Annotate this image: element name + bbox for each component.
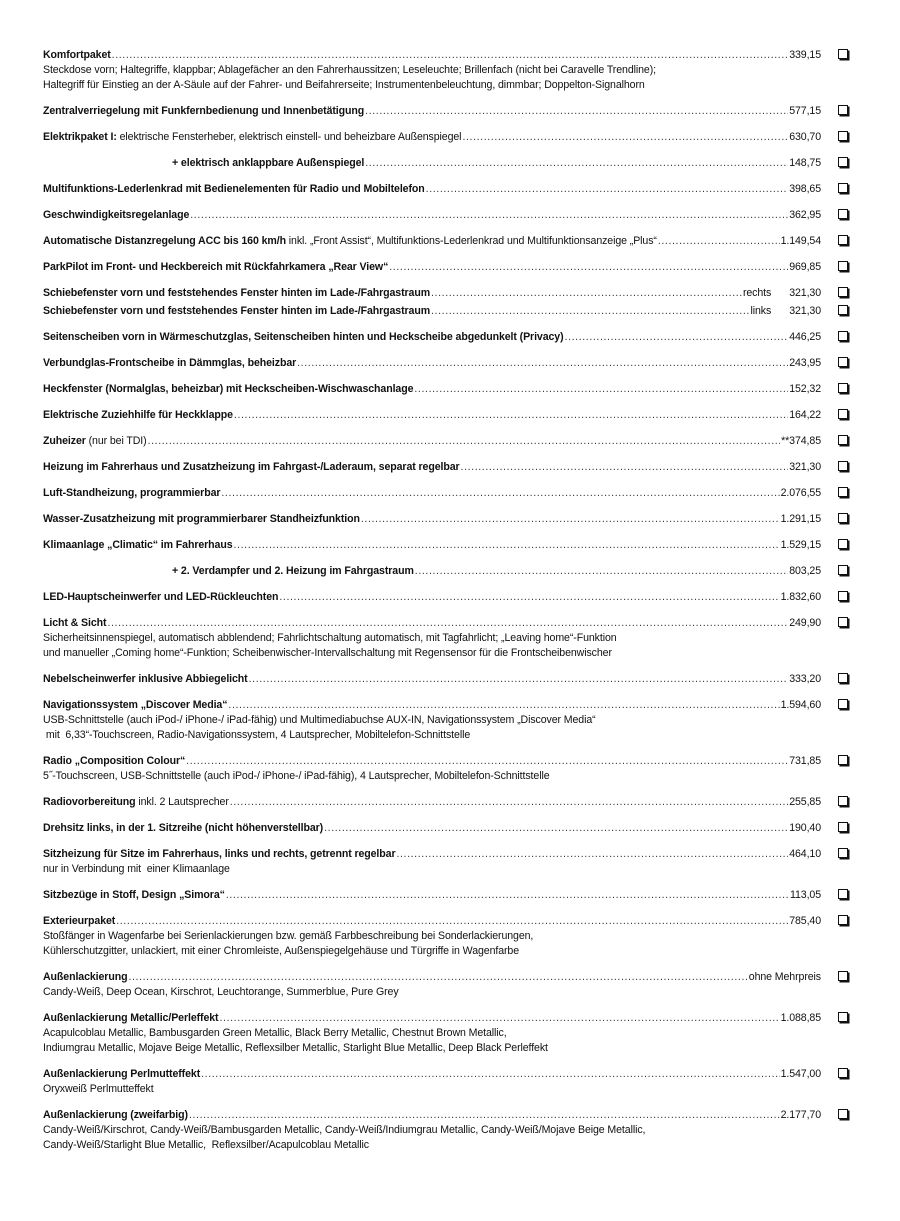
option-description-line: Candy-Weiß, Deep Ocean, Kirschrot, Leuchtorange, Summerblue, Pure Grey: [43, 986, 399, 998]
option-row: [43, 286, 858, 301]
option-row: [43, 672, 858, 687]
option-title: Sitzbezüge in Stoff, Design „Simora“: [43, 889, 225, 901]
option-title: Komfortpaket: [43, 49, 111, 61]
dot-leader: [219, 1011, 779, 1026]
option-row: [43, 304, 858, 319]
option-price: 339,15: [789, 49, 821, 61]
option-title: Multifunktions-Lederlenkrad mit Bedienelementen für Radio und Mobiltelefon: [43, 183, 425, 195]
option-entry: [43, 260, 858, 275]
option-title: Seitenscheiben vorn in Wärmeschutzglas, Seitenscheiben hinten und Heckscheibe abgedunkelt (Privacy): [43, 331, 564, 343]
option-entry: [43, 208, 858, 223]
order-checkbox-icon[interactable]: [838, 1109, 848, 1119]
order-checkbox-icon[interactable]: [838, 487, 848, 497]
option-row: [43, 512, 858, 527]
option-entry: [43, 156, 858, 171]
option-title: ParkPilot im Front- und Heckbereich mit Rückfahrkamera „Rear View“: [43, 261, 389, 273]
option-entry: [43, 888, 858, 903]
option-title: Radiovorbereitung: [43, 796, 136, 808]
dot-leader: [112, 48, 789, 63]
dot-leader: [431, 286, 742, 301]
option-row: [43, 48, 858, 63]
dot-leader: [234, 538, 780, 553]
option-title: Heizung im Fahrerhaus und Zusatzheizung im Fahrgast-/Laderaum, separat regelbar: [43, 461, 460, 473]
option-price: 1.291,15: [780, 513, 821, 525]
option-price: 249,90: [789, 617, 821, 629]
option-entry: [43, 754, 858, 784]
option-price: 152,32: [789, 383, 821, 395]
order-checkbox-icon[interactable]: [838, 699, 848, 709]
option-price: 243,95: [789, 357, 821, 369]
option-price: 731,85: [789, 755, 821, 767]
dot-leader: [128, 970, 747, 985]
option-entry: [43, 408, 858, 423]
order-checkbox-icon[interactable]: [838, 287, 848, 297]
option-row: [43, 1108, 858, 1123]
order-checkbox-icon[interactable]: [838, 915, 848, 925]
dot-leader: [462, 130, 788, 145]
option-entry: [43, 672, 858, 687]
dot-leader: [431, 304, 749, 319]
option-note: inkl. „Front Assist“, Multifunktions-Lederlenkrad und Multifunktionsanzeige „Plus“: [285, 235, 657, 247]
dot-leader: [230, 795, 788, 810]
dot-leader: [107, 616, 788, 631]
option-title: Elektrische Zuziehhilfe für Heckklappe: [43, 409, 233, 421]
option-title: Geschwindigkeitsregelanlage: [43, 209, 190, 221]
option-price: 446,25: [789, 331, 821, 343]
order-checkbox-icon[interactable]: [838, 971, 848, 981]
order-checkbox-icon[interactable]: [838, 513, 848, 523]
dot-leader: [249, 672, 789, 687]
option-entry: [43, 1067, 858, 1097]
order-checkbox-icon[interactable]: [838, 565, 848, 575]
option-description-line: 5˝-Touchscreen, USB-Schnittstelle (auch iPod-/ iPhone-/ iPad-fähig), 4 Lautsprecher, Mobiltelefon-Schnittstelle: [43, 770, 550, 782]
option-row: [43, 408, 858, 423]
option-entry: [43, 821, 858, 836]
order-checkbox-icon[interactable]: [838, 409, 848, 419]
order-checkbox-icon[interactable]: [838, 235, 848, 245]
option-row: [43, 104, 858, 119]
option-entry: [43, 970, 858, 1000]
option-title: Schiebefenster vorn und feststehendes Fenster hinten im Lade-/Fahrgastraum: [43, 287, 431, 299]
option-title: Außenlackierung (zweifarbig): [43, 1109, 188, 1121]
order-checkbox-icon[interactable]: [838, 822, 848, 832]
option-row: [43, 698, 858, 713]
option-price: 1.529,15: [780, 539, 821, 551]
option-title: Automatische Distanzregelung ACC bis 160 km/h: [43, 235, 286, 247]
order-checkbox-icon[interactable]: [838, 591, 848, 601]
option-row: [43, 434, 858, 449]
dot-leader: [221, 486, 779, 501]
option-row: [43, 460, 858, 475]
option-title: Außenlackierung: [43, 971, 128, 983]
order-checkbox-icon[interactable]: [838, 305, 848, 315]
option-title: Elektrikpaket I:: [43, 131, 117, 143]
option-row: [43, 795, 858, 810]
option-price: 1.149,54: [780, 235, 821, 247]
option-description-line: Steckdose vorn; Haltegriffe, klappbar; Ablagefächer an den Fahrerhaussitzen; Leseleuchte; Brillenfach (nicht bei Caravelle Trendline);: [43, 64, 656, 76]
option-title: LED-Hauptscheinwerfer und LED-Rückleuchten: [43, 591, 279, 603]
option-price: 321,30: [789, 287, 821, 299]
order-checkbox-icon[interactable]: [838, 755, 848, 765]
option-price: ohne Mehrpreis: [748, 971, 821, 983]
dot-leader: [324, 821, 788, 836]
option-entry: [43, 512, 858, 527]
option-entry: [43, 304, 858, 319]
dot-leader: [415, 564, 788, 579]
option-title: Licht & Sicht: [43, 617, 107, 629]
option-title: + 2. Verdampfer und 2. Heizung im Fahrgastraum: [172, 565, 414, 577]
dot-leader: [461, 460, 789, 475]
dot-leader: [361, 512, 780, 527]
option-price-list: [43, 48, 858, 1164]
option-title: Radio „Composition Colour“: [43, 755, 186, 767]
order-checkbox-icon[interactable]: [838, 105, 848, 115]
option-title: Luft-Standheizung, programmierbar: [43, 487, 221, 499]
option-description-line: Kühlerschutzgitter, unlackiert, mit einer Chromleiste, Außenspiegelgehäuse und Türgriffe in Wagenfarbe: [43, 945, 520, 957]
option-title: Zentralverriegelung mit Funkfernbedienung und Innenbetätigung: [43, 105, 365, 117]
option-description-line: mit 6,33“-Touchscreen, Radio-Navigationssystem, 4 Lautsprecher, Mobiltelefon-Schnittstelle: [43, 729, 471, 741]
dot-leader: [396, 847, 788, 862]
option-description-line: Candy-Weiß/Kirschrot, Candy-Weiß/Bambusgarden Metallic, Candy-Weiß/Indiumgrau Metallic, Candy-Weiß/Mojave Beige Metallic,: [43, 1124, 646, 1136]
option-row: [43, 356, 858, 371]
option-price: 1.832,60: [780, 591, 821, 603]
option-row: [43, 888, 858, 903]
option-entry: [43, 1108, 858, 1153]
option-entry: [43, 590, 858, 605]
order-checkbox-icon[interactable]: [838, 209, 848, 219]
option-row: [43, 616, 858, 631]
option-title: Schiebefenster vorn und feststehendes Fenster hinten im Lade-/Fahrgastraum: [43, 305, 431, 317]
option-price: 2.076,55: [780, 487, 821, 499]
dot-leader: [116, 914, 788, 929]
option-price: 1.088,85: [780, 1012, 821, 1024]
dot-leader: [414, 382, 788, 397]
option-note: (nur bei TDI): [85, 435, 147, 447]
option-title: Sitzheizung für Sitze im Fahrerhaus, links und rechts, getrennt regelbar: [43, 848, 396, 860]
order-checkbox-icon[interactable]: [838, 539, 848, 549]
option-entry: [43, 330, 858, 345]
option-title: Navigationssystem „Discover Media“: [43, 699, 228, 711]
option-price: 1.594,60: [780, 699, 821, 711]
option-row: [43, 564, 858, 579]
option-note: elektrische Fensterheber, elektrisch einstell- und beheizbare Außenspiegel: [116, 131, 462, 143]
order-checkbox-icon[interactable]: [838, 331, 848, 341]
option-price: 785,40: [789, 915, 821, 927]
option-price: 362,95: [789, 209, 821, 221]
option-row: [43, 486, 858, 501]
option-row: [43, 538, 858, 553]
option-description-line: nur in Verbindung mit einer Klimaanlage: [43, 863, 230, 875]
option-description-line: Oryxweiß Perlmutteffekt: [43, 1083, 154, 1095]
dot-leader: [389, 260, 788, 275]
order-checkbox-icon[interactable]: [838, 357, 848, 367]
order-checkbox-icon[interactable]: [838, 673, 848, 683]
order-checkbox-icon[interactable]: [838, 383, 848, 393]
dot-leader: [234, 408, 788, 423]
order-checkbox-icon[interactable]: [838, 183, 848, 193]
option-price: 190,40: [789, 822, 821, 834]
order-checkbox-icon[interactable]: [838, 848, 848, 858]
option-entry: [43, 538, 858, 553]
option-row: [43, 914, 858, 929]
option-price: 577,15: [789, 105, 821, 117]
option-row: [43, 260, 858, 275]
option-entry: [43, 914, 858, 959]
option-description-line: Sicherheitsinnenspiegel, automatisch abblendend; Fahrlichtschaltung automatisch, mit Tagfahrlicht; „Leaving home“-Funktion: [43, 632, 617, 644]
dot-leader: [201, 1067, 779, 1082]
dot-leader: [279, 590, 779, 605]
option-row: [43, 208, 858, 223]
option-entry: [43, 382, 858, 397]
option-description-line: Indiumgrau Metallic, Mojave Beige Metallic, Reflexsilber Metallic, Starlight Blue Metallic, Deep Black Perleffekt: [43, 1042, 548, 1054]
option-row: [43, 234, 858, 249]
option-row: [43, 970, 858, 985]
option-entry: [43, 698, 858, 743]
option-entry: [43, 460, 858, 475]
option-note: inkl. 2 Lautsprecher: [135, 796, 229, 808]
option-entry: [43, 486, 858, 501]
order-checkbox-icon[interactable]: [838, 131, 848, 141]
option-title: Heckfenster (Normalglas, beheizbar) mit Heckscheiben-Wischwaschanlage: [43, 383, 414, 395]
option-price: 321,30: [789, 461, 821, 473]
option-price: 1.547,00: [780, 1068, 821, 1080]
order-checkbox-icon[interactable]: [838, 261, 848, 271]
option-price: 2.177,70: [780, 1109, 821, 1121]
option-row: [43, 330, 858, 345]
option-entry: [43, 356, 858, 371]
order-checkbox-icon[interactable]: [838, 435, 848, 445]
option-description-line: Candy-Weiß/Starlight Blue Metallic, Reflexsilber/Acapulcoblau Metallic: [43, 1139, 369, 1151]
dot-leader: [148, 434, 781, 449]
option-price: **374,85: [781, 435, 821, 447]
option-entry: [43, 182, 858, 197]
order-checkbox-icon[interactable]: [838, 617, 848, 627]
option-row: [43, 382, 858, 397]
option-entry: [43, 795, 858, 810]
dot-leader: [658, 234, 780, 249]
order-checkbox-icon[interactable]: [838, 1012, 848, 1022]
option-entry: [43, 847, 858, 877]
order-checkbox-icon[interactable]: [838, 889, 848, 899]
option-price: 321,30: [789, 305, 821, 317]
option-row: [43, 821, 858, 836]
option-price: 398,65: [789, 183, 821, 195]
option-price: 464,10: [789, 848, 821, 860]
option-row: [43, 182, 858, 197]
option-price: 255,85: [789, 796, 821, 808]
option-row: [43, 1067, 858, 1082]
option-title: + elektrisch anklappbare Außenspiegel: [172, 157, 365, 169]
option-title: Exterieurpaket: [43, 915, 116, 927]
option-entry: [43, 234, 858, 249]
dot-leader: [297, 356, 788, 371]
option-title: Drehsitz links, in der 1. Sitzreihe (nicht höhenverstellbar): [43, 822, 324, 834]
option-entry: [43, 616, 858, 661]
option-entry: [43, 286, 858, 301]
option-row: [43, 1011, 858, 1026]
option-entry: [43, 48, 858, 93]
option-row: [43, 847, 858, 862]
option-title: Klimaanlage „Climatic“ im Fahrerhaus: [43, 539, 233, 551]
dot-leader: [426, 182, 789, 197]
option-row: [43, 754, 858, 769]
option-price: 113,05: [789, 889, 821, 901]
option-entry: [43, 104, 858, 119]
option-price: 333,20: [789, 673, 821, 685]
dot-leader: [189, 1108, 780, 1123]
option-price: 148,75: [789, 157, 821, 169]
order-checkbox-icon[interactable]: [838, 461, 848, 471]
dot-leader: [186, 754, 788, 769]
option-description-line: Acapulcoblau Metallic, Bambusgarden Green Metallic, Black Berry Metallic, Chestnut Brown Metallic,: [43, 1027, 507, 1039]
dot-leader: [228, 698, 779, 713]
option-title: Verbundglas-Frontscheibe in Dämmglas, beheizbar: [43, 357, 297, 369]
option-side: links: [750, 305, 772, 317]
option-entry: [43, 130, 858, 145]
option-entry: [43, 434, 858, 449]
option-title: Nebelscheinwerfer inklusive Abbiegelicht: [43, 673, 248, 685]
order-checkbox-icon[interactable]: [838, 157, 848, 167]
option-title: Außenlackierung Metallic/Perleffekt: [43, 1012, 219, 1024]
option-row: [43, 156, 858, 171]
option-description-line: Haltegriff für Einstieg an der A-Säule auf der Fahrer- und Beifahrerseite; Instrumentenbeleuchtung, dimmbar; Doppelton-Signalhorn: [43, 79, 645, 91]
option-title: Wasser-Zusatzheizung mit programmierbarer Standheizfunktion: [43, 513, 360, 525]
option-entry: [43, 1011, 858, 1056]
option-price: 630,70: [789, 131, 821, 143]
option-price: 164,22: [789, 409, 821, 421]
option-description-line: Stoßfänger in Wagenfarbe bei Serienlackierungen bzw. gemäß Farbbeschreibung bei Sonderlackierungen,: [43, 930, 534, 942]
dot-leader: [190, 208, 788, 223]
option-description-line: USB-Schnittstelle (auch iPod-/ iPhone-/ iPad-fähig) und Multimediabuchse AUX-IN, Navigationssystem „Discover Media“: [43, 714, 596, 726]
dot-leader: [226, 888, 789, 903]
option-title: Außenlackierung Perlmutteffekt: [43, 1068, 201, 1080]
order-checkbox-icon[interactable]: [838, 1068, 848, 1078]
order-checkbox-icon[interactable]: [838, 49, 848, 59]
option-title: Zuheizer: [43, 435, 86, 447]
dot-leader: [565, 330, 789, 345]
option-side: rechts: [742, 287, 772, 299]
option-entry: [43, 564, 858, 579]
option-price: 803,25: [789, 565, 821, 577]
dot-leader: [365, 104, 788, 119]
dot-leader: [365, 156, 788, 171]
option-description-line: und manueller „Coming home“-Funktion; Scheibenwischer-Intervallschaltung mit Regensensor für die Frontscheibenwischer: [43, 647, 612, 659]
option-row: [43, 590, 858, 605]
option-row: [43, 130, 858, 145]
order-checkbox-icon[interactable]: [838, 796, 848, 806]
option-price: 969,85: [789, 261, 821, 273]
